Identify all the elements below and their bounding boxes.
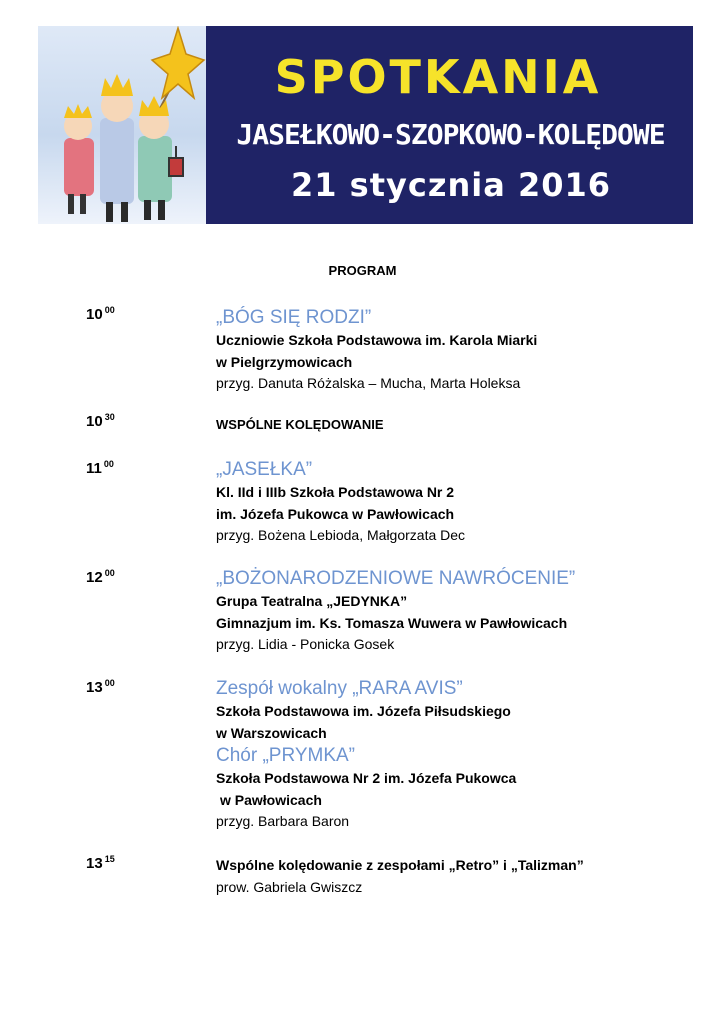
event-banner	[38, 26, 693, 224]
entry-title: „BOŻONARODZENIOWE NAWRÓCENIE”	[216, 568, 576, 589]
entry-content	[216, 567, 696, 656]
banner-subtitle: JASEŁKOWO-SZOPKOWO-KOLĘDOWE	[236, 118, 665, 151]
carol-singers-icon	[38, 26, 206, 224]
entry-line: Szkoła Podstawowa im. Józefa Piłsudskiego	[216, 703, 511, 719]
banner-date: 21 stycznia 2016	[290, 166, 611, 204]
entry-heading: Wspólne kolędowanie z zespołami „Retro” i „Talizman”	[216, 857, 584, 873]
entry-content	[216, 306, 696, 395]
entry-line: Szkoła Podstawowa Nr 2 im. Józefa Pukowca	[216, 770, 517, 786]
entry-line: w Pielgrzymowicach	[216, 353, 353, 370]
entry-title-secondary: Chór „PRYMKA”	[216, 745, 356, 766]
banner-title: SPOTKANIA	[274, 50, 602, 104]
entry-line: Uczniowie Szkoła Podstawowa im. Karola Miarki	[216, 332, 538, 348]
entry-content	[216, 855, 696, 898]
entry-line: Gimnazjum im. Ks. Tomasza Wuwera w Pawłowicach	[216, 614, 568, 631]
entry-line: Grupa Teatralna „JEDYNKA”	[216, 593, 408, 609]
entry-heading: WSPÓLNE KOLĘDOWANIE	[216, 417, 384, 432]
entry-leader: przyg. Barbara Baron	[216, 813, 350, 829]
entry-time: 13 $^{15}$	[86, 854, 115, 872]
entry-title: Zespół wokalny „RARA AVIS”	[216, 678, 463, 699]
entry-leader: przyg. Lidia - Ponicka Gosek	[216, 636, 395, 652]
entry-time: 13 $^{00}$	[86, 678, 115, 696]
carol-singers-illustration	[38, 26, 206, 224]
entry-leader: przyg. Bożena Lebioda, Małgorzata Dec	[216, 527, 466, 543]
entry-content	[216, 677, 696, 833]
entry-line: im. Józefa Pukowca w Pawłowicach	[216, 505, 455, 522]
program-heading: PROGRAM	[328, 263, 397, 278]
entry-line: w Warszowicach	[216, 724, 327, 741]
entry-title: „BÓG SIĘ RODZI”	[216, 307, 372, 328]
entry-leader: przyg. Danuta Różalska – Mucha, Marta Holeksa	[216, 375, 521, 391]
entry-line: w Pawłowicach	[220, 791, 322, 808]
entry-content	[216, 414, 696, 436]
entry-content	[216, 458, 696, 547]
entry-leader: prow. Gabriela Gwiszcz	[216, 878, 363, 895]
entry-title: „JASEŁKA”	[216, 459, 313, 480]
entry-time: 11 $^{00}$	[86, 459, 114, 477]
entry-time: 12 $^{00}$	[86, 568, 115, 586]
entry-time: 10 $^{30}$	[86, 412, 115, 430]
entry-line: Kl. IId i IIIb Szkoła Podstawowa Nr 2	[216, 484, 455, 500]
entry-time: 10 $^{00}$	[86, 305, 115, 323]
